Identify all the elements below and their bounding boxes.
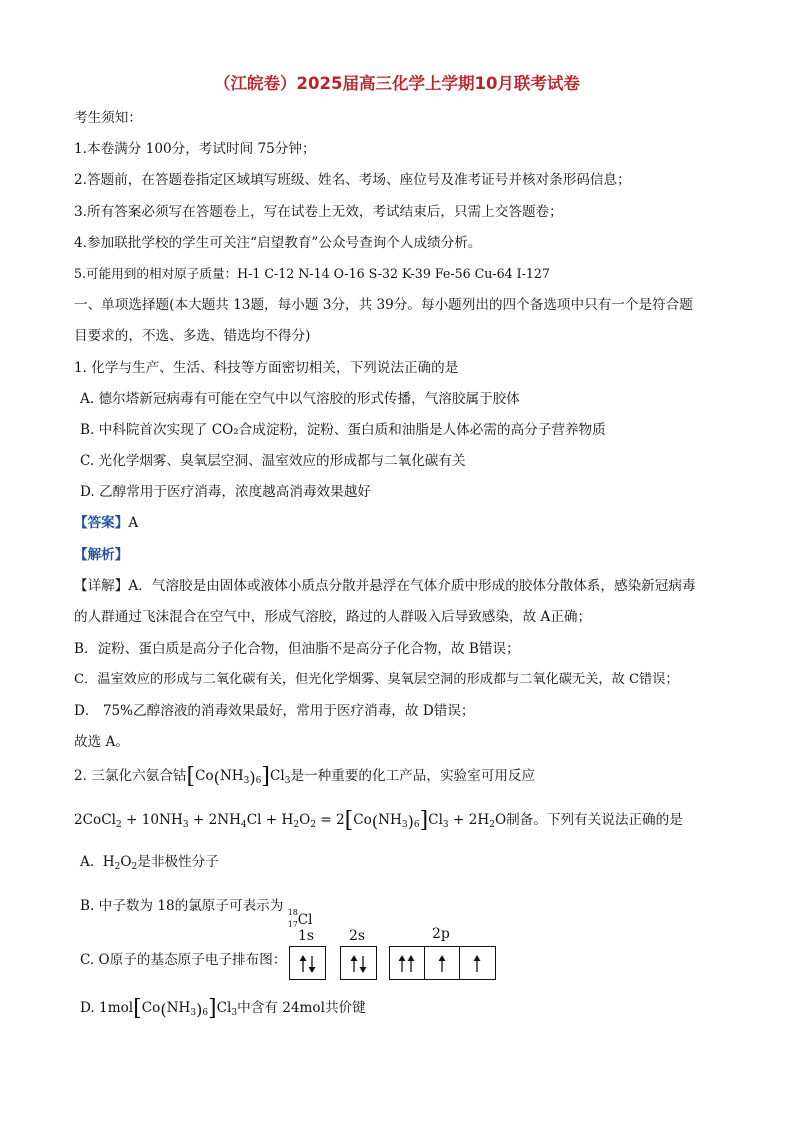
q1-detail-line-1 xyxy=(74,576,724,596)
q1-option-c: C. 光化学烟雾、臭氧层空洞、温室效应的形成都与二氧化碳有关 xyxy=(80,453,466,469)
option-a-text: 是非极性分子 xyxy=(137,854,219,870)
orbital-box-2p xyxy=(389,946,496,980)
orbital-label-2p: 2p xyxy=(432,926,450,942)
up-arrow-icon xyxy=(425,955,459,973)
detail-label: 【详解】 xyxy=(74,578,129,594)
q2-option-b xyxy=(80,896,730,929)
q2-equation xyxy=(74,810,724,835)
q2-option-c: C. O原子的基态原子电子排布图： xyxy=(80,952,287,968)
q1-stem: 1. 化学与生产、生活、科技等方面密切相关，下列说法正确的是 xyxy=(74,360,459,376)
orbital-2p-cell-2 xyxy=(425,947,460,979)
q1-analysis xyxy=(74,545,724,565)
exam-title: （江皖卷）2025届高三化学上学期10月联考试卷 xyxy=(214,74,580,93)
option-a-label: A. xyxy=(80,854,95,870)
q1-detail-line-3: B．淀粉、蛋白质是高分子化合物，但油脂不是高分子化合物，故 B错误； xyxy=(74,641,520,657)
mass-number: 18 xyxy=(287,908,298,917)
q2-option-d xyxy=(80,998,730,1023)
orbital-label-2s: 2s xyxy=(349,928,366,944)
notice-item-1: 1.本卷满分 100分，考试时间 75分钟； xyxy=(74,141,316,157)
h2o2-formula: $H_2O_2$ xyxy=(102,854,138,872)
notice-heading: 考生须知： xyxy=(74,110,142,126)
q2-stem-end: 是一种重要的化工产品，实验室可用反应 xyxy=(290,768,536,784)
q1-detail-line-4: C．温室效应的形成与二氧化碳有关，但光化学烟雾、臭氧层空洞的形成都与二氧化碳无关，故 C错误； xyxy=(74,672,679,687)
notice-item-3: 3.所有答案必须写在答题卷上，写在试卷上无效，考试结束后，只需上交答题卷； xyxy=(74,204,563,220)
q1-option-b: B. 中科院首次实现了 CO₂合成淀粉，淀粉、蛋白质和油脂是人体必需的高分子营养物质 xyxy=(80,422,606,438)
q1-option-d: D. 乙醇常用于医疗消毒，浓度越高消毒效果越好 xyxy=(80,484,371,500)
element-symbol: Cl xyxy=(297,912,313,928)
orbital-2p-cell-1 xyxy=(390,947,425,979)
up-arrow-icon xyxy=(460,955,495,973)
section-heading-cont: 目要求的，不选、多选、错选均不得分) xyxy=(74,328,311,344)
orbital-label-1s: 1s xyxy=(298,928,315,944)
notice-item-4: 4.参加联批学校的学生可关注“启望教育”公众号查询个人成绩分析。 xyxy=(74,235,482,251)
option-d-end: 中含有 24mol共价键 xyxy=(237,1000,366,1016)
option-d-start: D. 1mol xyxy=(80,1000,134,1016)
section-heading: 一、单项选择题(本大题共 13题，每小题 3分，共 39分。每小题列出的四个备选项中只有一个是符合题 xyxy=(74,297,693,313)
complex-formula: $[Co(NH_3)_6]Cl_3$ xyxy=(186,764,291,789)
option-b-text: B. 中子数为 18的氯原子可表示为 xyxy=(80,898,284,914)
paired-arrows-icon xyxy=(341,955,376,973)
q1-answer xyxy=(74,513,724,533)
q1-option-a: A. 德尔塔新冠病毒有可能在空气中以气溶胶的形式传播，气溶胶属于胶体 xyxy=(80,391,520,407)
atomic-number: 17 xyxy=(287,920,298,929)
orbital-2p-cell-3 xyxy=(460,947,495,979)
answer-label: 【答案】 xyxy=(74,515,129,531)
q2-option-a xyxy=(80,852,730,877)
notice-item-5: 5.可能用到的相对原子质量：H-1 C-12 N-14 O-16 S-32 K-39 Fe-56 Cu-64 I-127 xyxy=(74,266,550,281)
orbital-box-1s xyxy=(289,946,326,980)
q1-detail-line-5: D． 75%乙醇溶液的消毒效果最好，常用于医疗消毒，故 D错误； xyxy=(74,703,475,719)
q2-stem-start: 2. 三氯化六氨合钴 xyxy=(74,768,187,784)
complex-formula: $[Co(NH_3)_6]Cl_3$ xyxy=(133,996,238,1021)
reaction-equation: 2CoCl$_2$ + $10NH_3 + 2NH_4Cl + H_2O_2 = 2[Co(NH_3)_6]Cl_3 + 2H_2O$ xyxy=(74,808,507,833)
equation-suffix: 制备。下列有关说法正确的是 xyxy=(506,812,683,828)
q2-stem xyxy=(74,766,724,791)
q1-conclusion: 故选 A。 xyxy=(74,734,129,750)
orbital-box-2s xyxy=(340,946,377,980)
detail-text: A．气溶胶是由固体或液体小质点分散并悬浮在气体介质中形成的胶体分散体系，感染新冠病毒 xyxy=(128,578,696,594)
answer-value: A xyxy=(128,515,139,531)
q1-detail-line-2: 的人群通过飞沫混合在空气中，形成气溶胶，路过的人群吸入后导致感染，故 A正确； xyxy=(74,609,592,625)
analysis-label: 【解析】 xyxy=(74,547,129,563)
paired-arrows-icon xyxy=(290,955,325,973)
parallel-up-arrows-icon xyxy=(390,955,424,973)
notice-item-2: 2.答题前，在答题卷指定区域填写班级、姓名、考场、座位号及准考证号并核对条形码信息； xyxy=(74,172,631,188)
